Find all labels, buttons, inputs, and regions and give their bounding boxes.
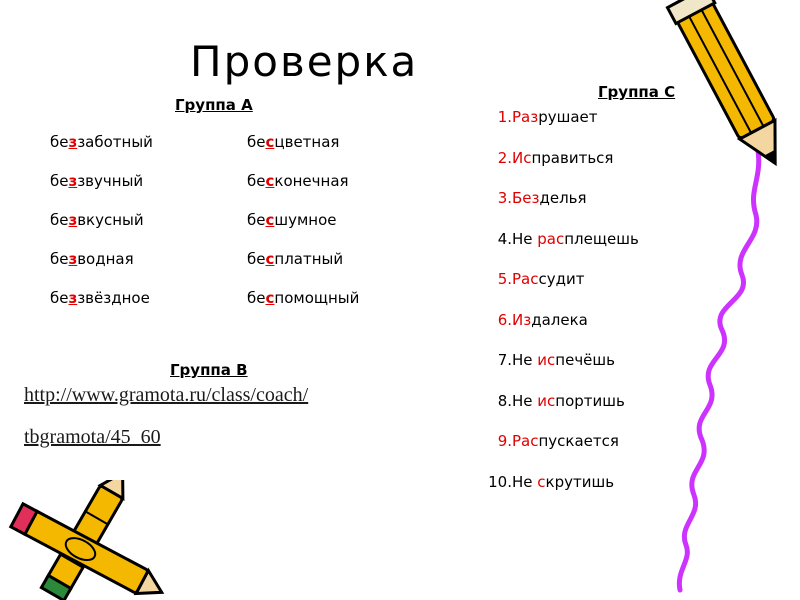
- group-a-left-column: [50, 133, 153, 328]
- pencil-scribble-illustration: [640, 0, 800, 600]
- group-b-heading: Группа В: [170, 361, 248, 379]
- list-item: 10.Не скрутишь: [488, 472, 615, 491]
- word-a-left-1: беззаботный: [50, 133, 153, 151]
- list-item: 5.Рассудит: [497, 270, 585, 288]
- list-item: 6.Издалека: [497, 310, 588, 329]
- word-a-right-3: бесшумное: [247, 211, 337, 229]
- group-c-list: [482, 108, 639, 513]
- group-c-heading: Группа С: [598, 83, 676, 101]
- word-a-right-4: бесплатный: [247, 250, 344, 268]
- list-item: 8.Не испортишь: [497, 391, 625, 410]
- pencil-icon: [667, 0, 794, 174]
- word-a-left-4: безводная: [50, 250, 134, 268]
- word-a-right-5: беспомощный: [247, 289, 360, 307]
- word-a-left-3: безвкусный: [50, 211, 144, 229]
- word-a-right-2: бесконечная: [247, 172, 349, 190]
- word-a-left-5: беззвёздное: [50, 289, 150, 307]
- list-item: 3.Безделья: [497, 189, 587, 207]
- page-title: Проверка: [190, 37, 419, 86]
- word-a-left-2: беззвучный: [50, 172, 144, 190]
- group-a-heading: Группа А: [175, 96, 253, 114]
- word-a-right-1: бесцветная: [247, 133, 340, 151]
- crayons-illustration: [0, 480, 180, 600]
- list-item: 9.Распускается: [497, 432, 619, 450]
- gramota-link-line1[interactable]: http://www.gramota.ru/class/coach/: [24, 384, 309, 406]
- list-item: 1.Разрушает: [497, 108, 598, 126]
- group-a-right-column: [247, 133, 359, 328]
- list-item: 7.Не испечёшь: [497, 351, 615, 369]
- gramota-link-line2[interactable]: tbgramota/45_60: [24, 426, 161, 448]
- list-item: 2.Исправиться: [497, 148, 614, 167]
- squiggle-line-icon: [679, 150, 758, 590]
- list-item: 4.Не расплещешь: [497, 229, 639, 248]
